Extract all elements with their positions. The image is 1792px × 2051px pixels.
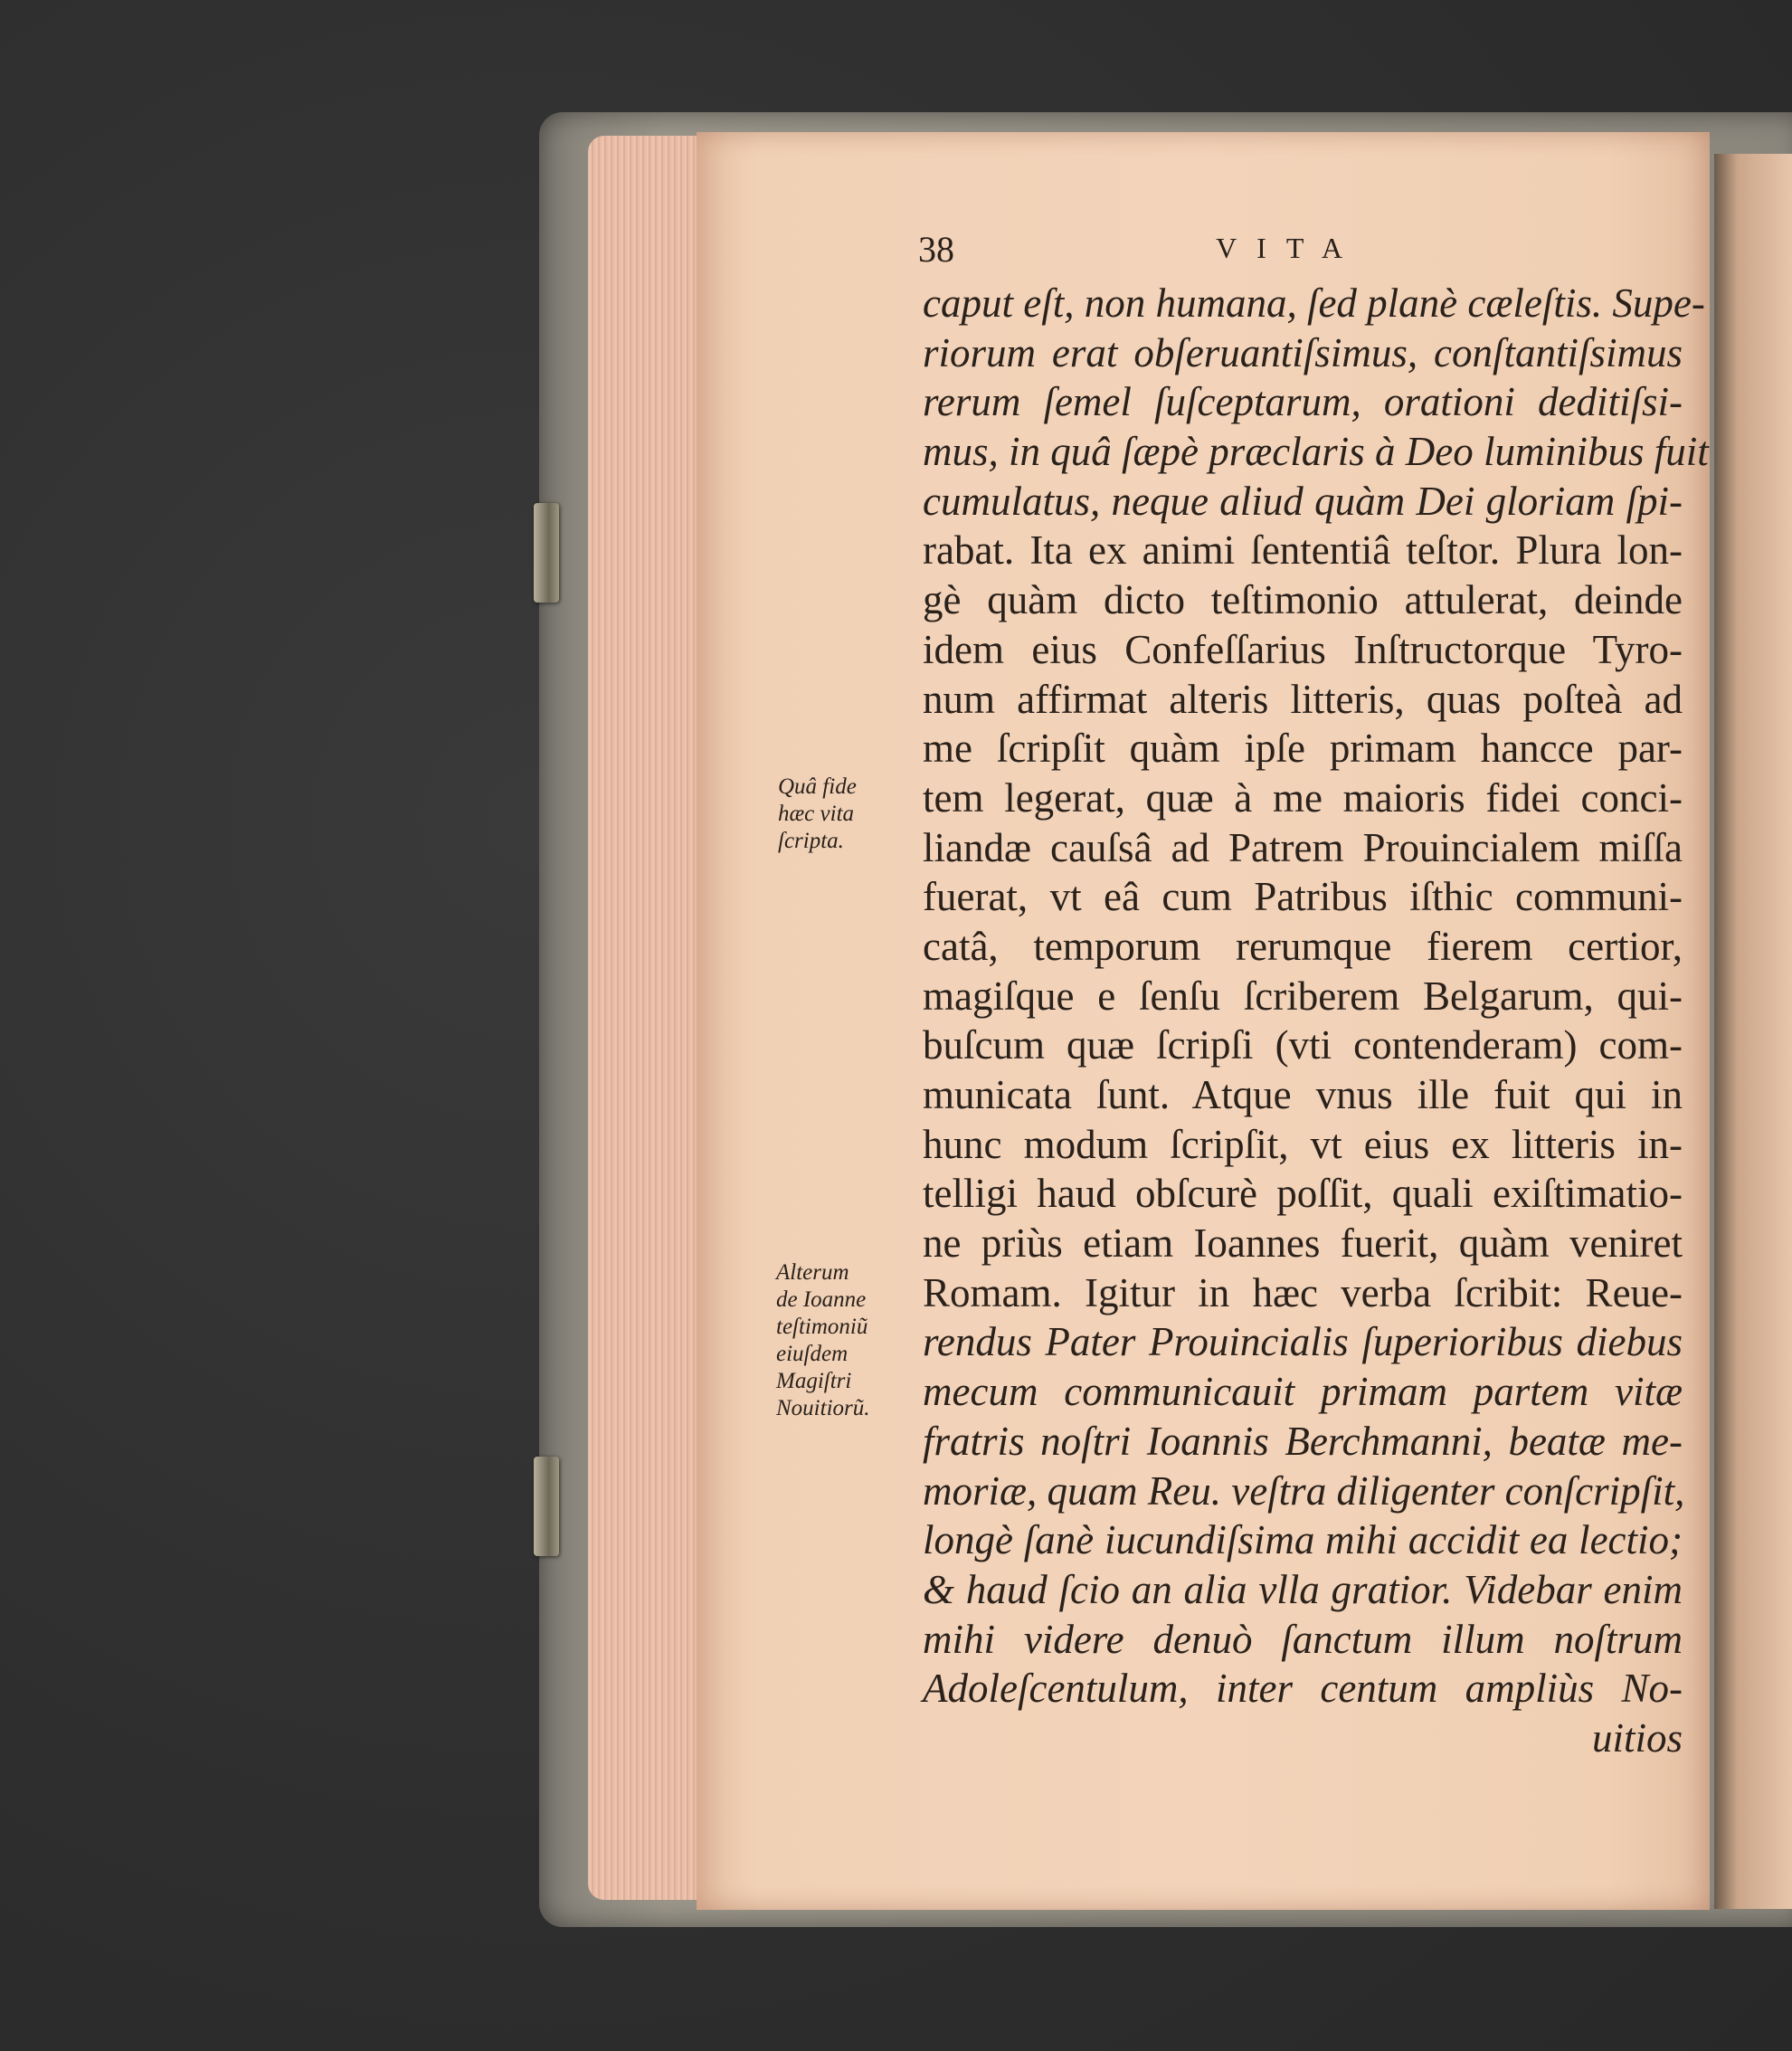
margin-note-line: hæc vita <box>778 802 855 826</box>
text-line: mecum communicauit primam partem vitæ <box>923 1369 1683 1415</box>
text-line: mus, in quâ ſæpè præclaris à Deo luminibus fuit <box>923 429 1709 475</box>
text-line: hunc modum ſcripſit, vt eius ex litteris in- <box>923 1121 1683 1167</box>
text-line: magiſque e ſenſu ſcriberem Belgarum, qui- <box>923 973 1683 1019</box>
margin-note-line: Magiſtri <box>776 1369 852 1393</box>
text-line: num affirmat alteris litteris, quas poſteà ad <box>923 676 1683 722</box>
text-line: Adoleſcentulum, inter centum ampliùs No- <box>923 1666 1683 1712</box>
text-line: catâ, temporum rerumque fierem certior, <box>923 923 1683 969</box>
catchword: uitios <box>1591 1714 1683 1761</box>
margin-note-line: Alterum <box>776 1260 849 1285</box>
text-line: riorum erat obſeruantiſsimus, conſtantiſsimus <box>923 329 1683 375</box>
running-title: VITA <box>1216 232 1362 264</box>
text-line: tem legerat, quæ à me maioris fidei conci- <box>923 774 1683 821</box>
text-line: ne priùs etiam Ioannes fuerit, quàm veniret <box>923 1220 1683 1267</box>
text-line: telligi haud obſcurè poſſit, quali exiſtimatio- <box>923 1171 1683 1217</box>
facing-page-edge <box>1714 154 1792 1909</box>
running-head <box>918 228 1696 282</box>
text-line: caput eſt, non humana, ſed planè cæleſtis. Supe- <box>923 280 1705 326</box>
text-line: fuerat, vt eâ cum Patribus iſthic communi- <box>923 874 1683 920</box>
margin-note-line: eiuſdem <box>776 1342 849 1366</box>
margin-note-line: ſcripta. <box>778 829 844 853</box>
text-line: rendus Pater Prouincialis ſuperioribus diebus <box>923 1319 1683 1365</box>
margin-note-line: teſtimoniũ <box>776 1315 868 1339</box>
margin-note-line: Nouitiorũ. <box>776 1396 870 1420</box>
text-line: longè ſanè iucundiſsima mihi accidit ea lectio; <box>923 1517 1683 1563</box>
text-line: buſcum quæ ſcripſi (vti contenderam) com- <box>923 1022 1683 1068</box>
text-line: rerum ſemel ſuſceptarum, orationi deditiſsi- <box>923 379 1683 425</box>
page-edges <box>588 136 697 1900</box>
margin-note <box>778 774 914 855</box>
text-line: & haud ſcio an alia vlla gratior. Videbar enim <box>923 1566 1683 1612</box>
text-line: fratris noſtri Ioannis Berchmanni, beatæ me- <box>923 1418 1683 1464</box>
text-line: cumulatus, neque aliud quàm Dei gloriam ſpi- <box>923 478 1683 524</box>
clasp-icon <box>534 503 559 603</box>
text-line: rabat. Ita ex animi ſententiâ teſtor. Plura lon- <box>923 527 1683 574</box>
page-number: 38 <box>918 229 954 270</box>
text-line: me ſcripſit quàm ipſe primam hancce par- <box>923 726 1683 772</box>
text-line: mihi videre denuò ſanctum illum noſtrum <box>923 1616 1683 1662</box>
text-line: liandæ cauſsâ ad Patrem Prouincialem miſſa <box>923 824 1683 870</box>
text-line: idem eius Confeſſarius Inſtructorque Tyro- <box>923 626 1683 672</box>
text-line: municata ſunt. Atque vnus ille fuit qui in <box>923 1072 1683 1117</box>
text-line: moriæ, quam Reu. veſtra diligenter conſcripſit, <box>923 1467 1685 1514</box>
margin-note-line: Quâ fide <box>778 774 857 799</box>
margin-note-line: de Ioanne <box>776 1287 867 1312</box>
clasp-icon <box>534 1457 559 1556</box>
text-line: Romam. Igitur in hæc verba ſcribit: Reue- <box>923 1269 1683 1315</box>
body-text <box>923 279 1709 1763</box>
margin-note <box>776 1259 930 1422</box>
text-line: gè quàm dicto teſtimonio attulerat, deinde <box>923 577 1683 623</box>
